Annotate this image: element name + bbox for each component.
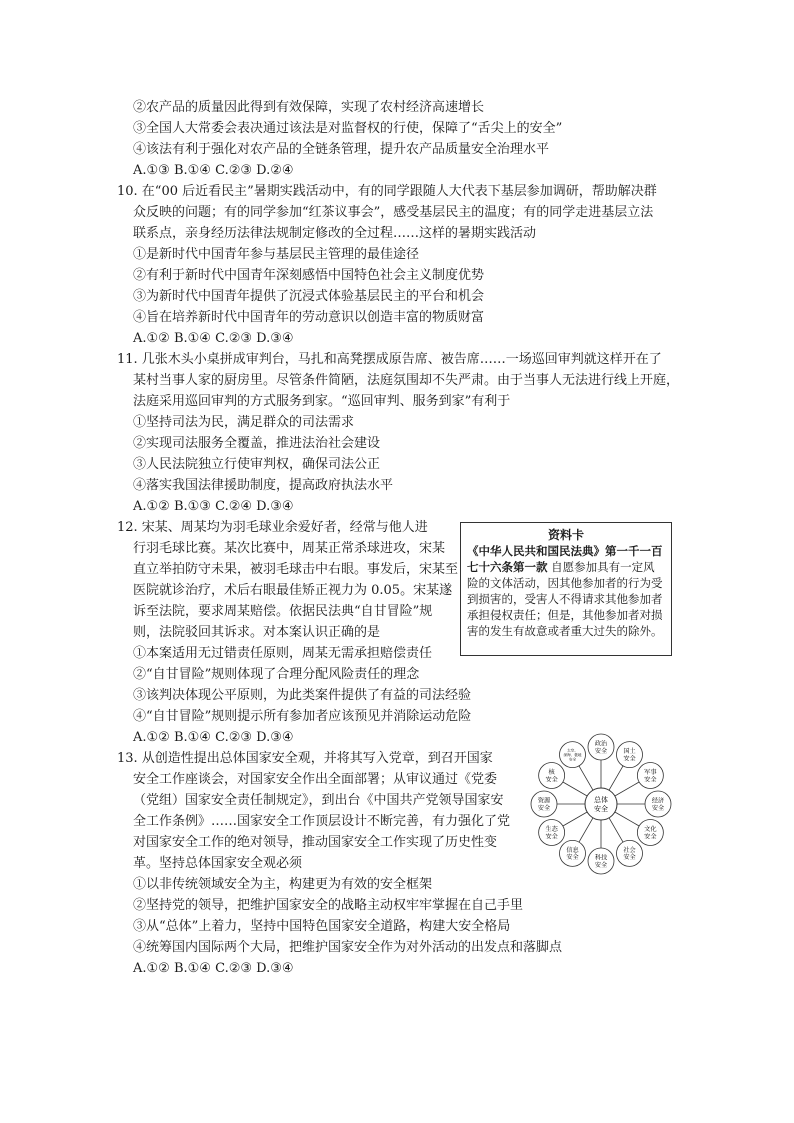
diagram-node-label: 安全: [623, 755, 636, 763]
q11-option-3: ③人民法院独立行使审判权，确保司法公正: [133, 457, 381, 472]
q13-stem-line-5: 对国家安全工作的绝对领导，推动国家安全工作实现了历史性变: [133, 835, 498, 850]
diagram-spoke: [609, 818, 623, 842]
q10-stem-line-3: 联系点，亲身经历法律法规制定修改的全过程……这样的暑期实践活动: [133, 226, 537, 241]
q12-stem-line-4: 医院就诊治疗，术后右眼最佳矫正视力为 0.05。宋某遂: [133, 583, 453, 598]
q13-option-4: ④统筹国内国际两个大局，把维护国家安全作为对外活动的出发点和落脚点: [133, 940, 563, 955]
info-card-title: 资料卡: [547, 528, 584, 542]
q10-stem-line-1: 10. 在“00 后近看民主”暑期实践活动中，有的同学跟随人大代表下基层参加调研，帮助解决群: [117, 184, 657, 199]
diagram-node: [645, 791, 671, 817]
diagram-center: [585, 788, 617, 820]
diagram-node-label: 安全: [545, 833, 558, 841]
diagram-node-label: 社会: [623, 846, 636, 854]
q13-option-2: ②坚持党的领导，把维护国家安全的战略主动权牢牢掌握在自己手里: [133, 898, 524, 913]
q12-stem-line-1: 12. 宋某、周某均为羽毛球业余爱好者，经常与他人进: [117, 520, 428, 535]
q11-option-1: ①坚持司法为民，满足群众的司法需求: [133, 415, 355, 430]
q12-stem-line-6: 则，法院驳回其诉求。对本案认识正确的是: [133, 625, 381, 640]
diagram-node: [617, 742, 643, 768]
diagram-node: [588, 848, 614, 874]
diagram-node: [531, 791, 557, 817]
q11-answers: A.①② B.①③ C.②④ D.③④: [133, 499, 294, 514]
diagram-node-label: 政治: [594, 740, 608, 748]
info-card-body: 自愿参加具有一定风险的文体活动，因其他参加者的行为受到损害的，受害人不得请求其他参加者承担侵权责任；但是，其他参加者对损害的发生有故意或者重大过失的除外。: [467, 560, 663, 638]
diagram-node: [560, 742, 586, 768]
q12-stem-line-3: 直立举拍防守未果，被羽毛球击中右眼。事发后，宋某至: [133, 562, 459, 577]
q12-answers: A.①② B.①④ C.②③ D.③④: [133, 730, 294, 745]
diagram-node: [588, 734, 614, 760]
q13-option-1: ①以非传统领域安全为主，构建更为有效的安全框架: [133, 877, 433, 892]
center-circle: [585, 788, 617, 820]
q9-option-2: ②农产品的质量因此得到有效保障，实现了农村经济高速增长: [133, 100, 485, 115]
q13-stem-line-1: 13. 从创造性提出总体国家安全观，并将其写入党章，到召开国家: [117, 751, 493, 766]
q13-answers: A.①② B.①④ C.②③ D.③④: [133, 961, 294, 976]
diagram-spoke: [615, 782, 639, 796]
diagram-node-label: 文化: [644, 826, 657, 834]
diagram-node-label: 安全: [568, 757, 577, 762]
diagram-spoke: [609, 766, 623, 790]
diagram-node-label: 安全: [623, 854, 636, 862]
diagram-spoke: [615, 812, 639, 826]
diagram-node-label: 信息: [566, 846, 579, 854]
diagram-node-label: 安全: [644, 833, 657, 841]
q10-option-1: ①是新时代中国青年参与基层民主管理的最佳途径: [133, 247, 420, 262]
q11-stem-line-3: 法庭采用巡回审判的方式服务到家。“巡回审判、服务到家”有利于: [133, 394, 511, 409]
diagram-node-label: 安全: [545, 776, 558, 784]
q13-option-3: ③从“总体”上着力，坚持中国特色国家安全道路，构建大安全格局: [133, 919, 511, 934]
center-label-bottom: 安全: [594, 805, 608, 813]
q12-stem-line-2: 行羽毛球比赛。某次比赛中，周某正常杀球进攻，宋某: [133, 541, 446, 556]
diagram-node-label: 安全: [537, 804, 551, 812]
diagram-node-label: 经济: [651, 797, 665, 805]
q10-option-3: ③为新时代中国青年提供了沉浸式体验基层民主的平台和机会: [133, 289, 485, 304]
diagram-node: [637, 763, 663, 789]
diagram-node-label: 安全: [594, 861, 608, 869]
diagram-spoke: [579, 766, 593, 790]
q12-option-3: ③该判决体现公平原则，为此类案件提供了有益的司法经验: [133, 688, 472, 703]
q12-stem-line-5: 诉至法院，要求周某赔偿。依据民法典“自甘冒险”规: [133, 604, 433, 619]
diagram-node-label: 安全: [651, 804, 665, 812]
diagram-node-label: 太空、: [567, 748, 578, 753]
q9-answers: A.①③ B.①④ C.②③ D.②④: [133, 163, 294, 178]
diagram-node-label: 军事: [644, 769, 657, 777]
q13-stem-line-3: （党组）国家安全责任制规定》，到出台《中国共产党领导国家安: [133, 793, 504, 808]
q10-option-4: ④旨在培养新时代中国青年的劳动意识以创造丰富的物质财富: [133, 310, 485, 325]
info-card-source: 《中华人民共和国民法典》第一千一百七十六条第一款: [467, 544, 663, 574]
diagram-node: [560, 840, 586, 866]
diagram-node: [617, 840, 643, 866]
info-card: [460, 522, 672, 656]
diagram-node: [637, 820, 663, 846]
q11-option-2: ②实现司法服务全覆盖，推进法治社会建设: [133, 436, 381, 451]
diagram-node-label: 安全: [644, 776, 657, 784]
q12-option-1: ①本案适用无过错责任原则，周某无需承担赔偿责任: [133, 646, 433, 661]
q13-stem-line-6: 革。坚持总体国家安全观必须: [133, 856, 303, 871]
q13-stem-line-4: 全工作条例》……国家安全工作顶层设计不断完善，有力强化了党: [133, 814, 511, 829]
diagram-node-label: 资源: [537, 797, 551, 805]
q9-option-4: ④该法有利于强化对农产品的全链条管理，提升农产品质量安全治理水平: [133, 142, 550, 157]
q12-option-4: ④“自甘冒险”规则提示所有参加者应该预见并消除运动危险: [133, 709, 472, 724]
diagram-node-label: 国土: [623, 748, 636, 756]
center-label-top: 总体: [594, 796, 608, 804]
diagram-node: [539, 763, 565, 789]
diagram-node-label: 安全: [566, 854, 579, 862]
q11-stem-line-2: 某村当事人家的厨房里。尽管条件简陋，法庭氛围却不失严肃。由于当事人无法进行线上开庭，: [133, 373, 680, 388]
info-card-text: [467, 543, 665, 639]
q10-option-2: ②有利于新时代中国青年深刻感悟中国特色社会主义制度优势: [133, 268, 485, 283]
diagram-node-label: 安全: [594, 747, 608, 755]
q12-option-2: ②“自甘冒险”规则体现了合理分配风险责任的理念: [133, 667, 420, 682]
q10-answers: A.①② B.①④ C.②③ D.③④: [133, 331, 294, 346]
security-diagram: [525, 728, 677, 880]
diagram-spoke: [579, 818, 593, 842]
diagram-node-label: 生态: [545, 826, 558, 834]
q11-option-4: ④落实我国法律援助制度，提高政府执法水平: [133, 478, 394, 493]
diagram-node-label: 科技: [594, 854, 608, 862]
diagram-node-label: 核: [548, 769, 555, 777]
q13-stem-line-2: 安全工作座谈会，对国家安全作出全面部署；从审议通过《党委: [133, 772, 498, 787]
diagram-spoke: [563, 782, 587, 796]
diagram-node: [539, 820, 565, 846]
diagram-node-label: 深海、极地: [563, 752, 582, 757]
q11-stem-line-1: 11. 几张木头小桌拼成审判台，马扎和高凳摆成原告席、被告席……一场巡回审判就这样开在了: [117, 352, 662, 367]
q9-option-3: ③全国人大常委会表决通过该法是对监督权的行使，保障了“舌尖上的安全”: [133, 121, 563, 136]
diagram-spoke: [563, 812, 587, 826]
q10-stem-line-2: 众反映的问题；有的同学参加“红茶议事会”，感受基层民主的温度；有的同学走进基层立法: [133, 205, 654, 220]
